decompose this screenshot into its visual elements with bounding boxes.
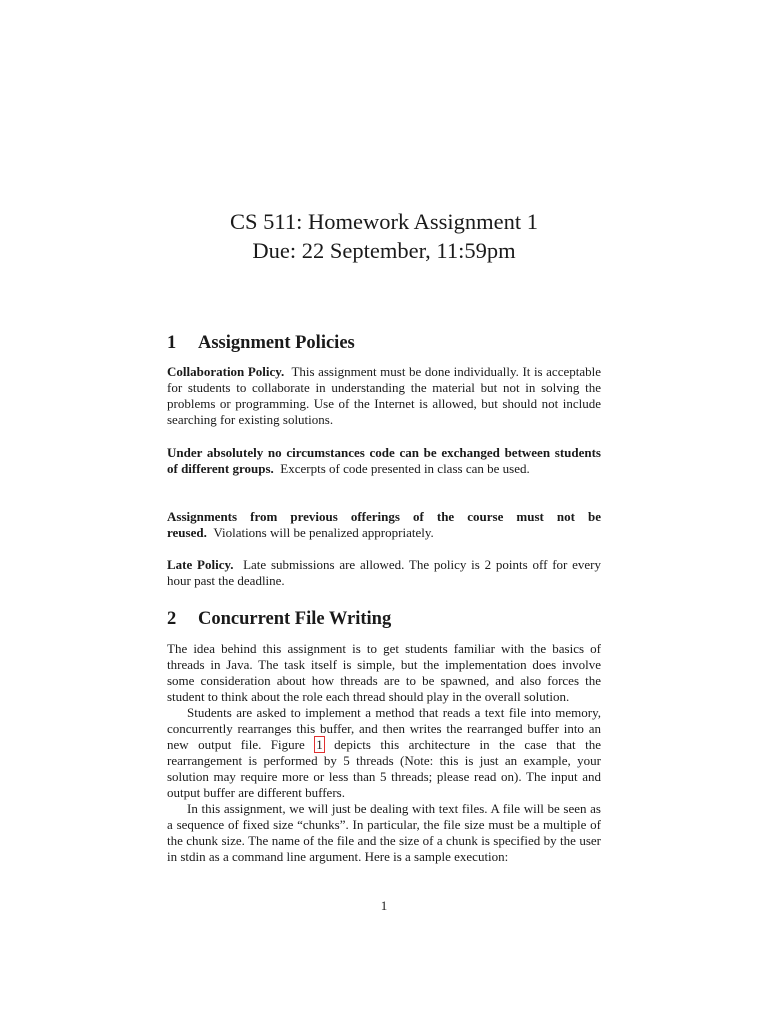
paragraph-chunks: In this assignment, we will just be dealing with text files. A file will be seen as a sequence of fixed size “chunks”. In particular, the file size must be a multiple of the chunk size. The name of the file and the size of a chunk is specified by the user in stdin as a command line argument. Here is a sample execution: <box>167 801 601 864</box>
paragraph-text: depicts this architecture in the case that the rearrangement is performed by 5 threads (Note: this is just an example, your solution may require more or less than 5 threads; please read on). The input and output buffer are different buffers. <box>167 737 601 800</box>
section-number: 2 <box>167 609 177 629</box>
section-title: Assignment Policies <box>198 333 355 353</box>
paragraph-lead: Under absolutely no circumstances code can be exchanged between students of different groups. <box>167 445 601 476</box>
paragraph-text: This assignment must be done individually. It is acceptable for students to collaborate in understanding the material but not in solving the problems or programming. Use of the Internet is allowed, but should not include searching for existing solutions. <box>167 364 602 427</box>
page-number: 1 <box>380 898 388 913</box>
paragraph-lead: Late Policy. <box>167 557 234 572</box>
paragraph-text: Students are asked to implement a method that reads a text file into memory, concurrently rearranges this buffer, and then writes the rearranged buffer into an new output file. Figure <box>167 705 601 752</box>
title-line-due-date: Due: 22 September, 11:59pm <box>252 238 516 263</box>
paragraph-lead: Collaboration Policy. <box>167 364 285 379</box>
paragraph-text: Late submissions are allowed. The policy is 2 points off for every hour past the deadline. <box>167 557 601 588</box>
section-heading-concurrent-file-writing <box>167 608 391 630</box>
paragraph-reuse-policy <box>167 509 601 541</box>
section-title: Concurrent File Writing <box>198 609 392 629</box>
paragraph-late-policy <box>167 557 601 589</box>
paragraph-lead: Assignments from previous offerings of the course must not be reused. <box>167 509 601 540</box>
paragraph-text: Excerpts of code presented in class can be used. <box>280 461 530 476</box>
figure-reference-link[interactable]: 1 <box>316 737 323 752</box>
section-body-concurrent-file-writing <box>167 641 601 865</box>
document-title <box>0 207 768 265</box>
paragraph-architecture <box>167 705 601 801</box>
paragraph-code-exchange-policy <box>167 445 601 477</box>
paragraph-text: Violations will be penalized appropriately. <box>213 525 434 540</box>
section-heading-assignment-policies <box>167 332 355 354</box>
paragraph-intro: The idea behind this assignment is to get students familiar with the basics of threads in Java. The task itself is simple, but the implementation does involve some consideration about how threads are to be spawned, and also forces the student to think about the role each thread should play in the overall solution. <box>167 641 601 704</box>
section-number: 1 <box>167 333 177 353</box>
title-line-course: CS 511: Homework Assignment 1 <box>230 209 538 234</box>
paragraph-collaboration-policy <box>167 364 601 428</box>
